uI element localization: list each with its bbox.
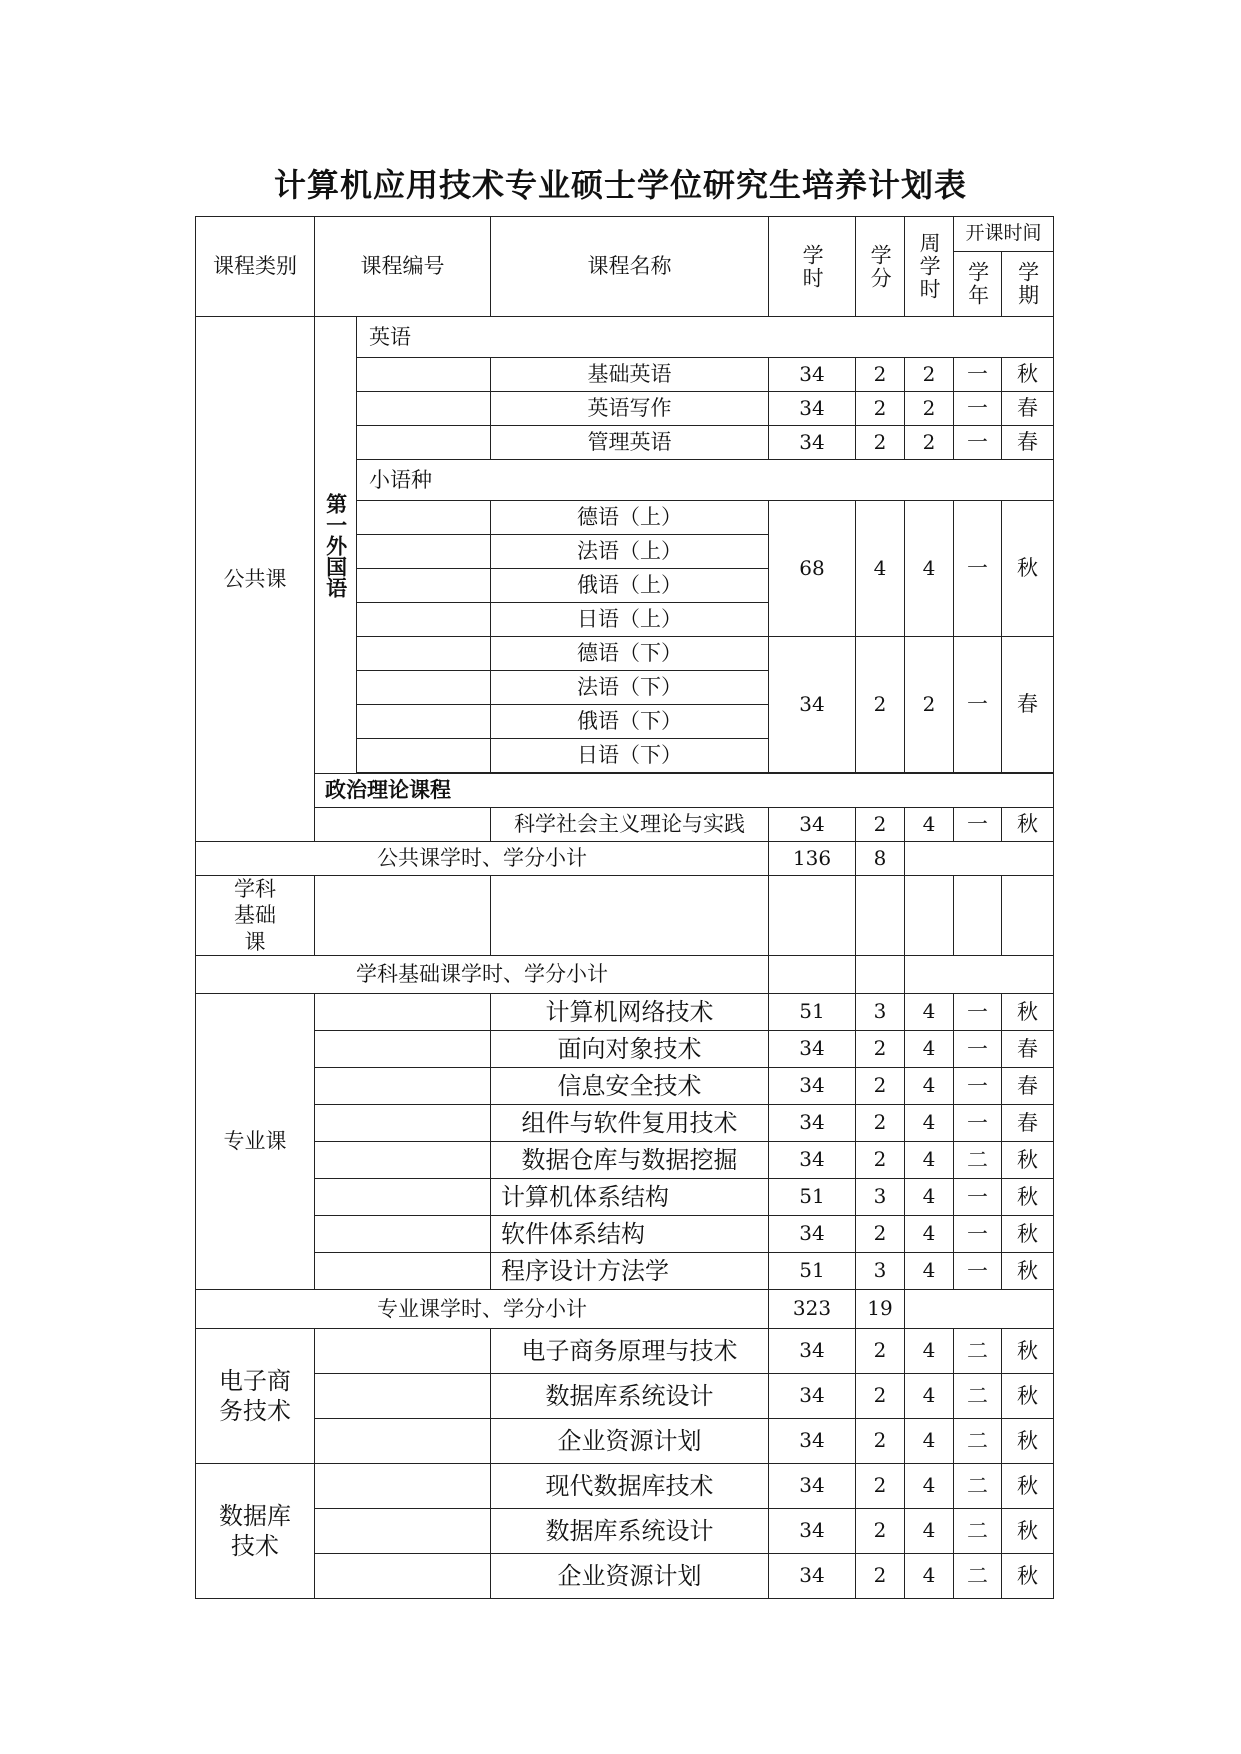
table-row bbox=[196, 1030, 1054, 1067]
course-credits: 2 bbox=[856, 1030, 905, 1067]
course-credits: 2 bbox=[856, 808, 905, 842]
course-credits: 2 bbox=[856, 1373, 905, 1418]
table-row bbox=[196, 317, 1054, 358]
course-hours: 34 bbox=[769, 1328, 856, 1373]
course-term: 春 bbox=[1002, 1067, 1054, 1104]
table-row bbox=[196, 876, 1054, 956]
course-credits: 2 bbox=[856, 426, 905, 460]
course-year: 一 bbox=[954, 1178, 1002, 1215]
table-row bbox=[196, 1508, 1054, 1553]
course-name: 管理英语 bbox=[491, 426, 769, 460]
course-hours: 34 bbox=[769, 1373, 856, 1418]
course-credits: 3 bbox=[856, 993, 905, 1030]
course-name: 企业资源计划 bbox=[491, 1418, 769, 1463]
course-term: 秋 bbox=[1002, 501, 1054, 637]
course-term: 秋 bbox=[1002, 993, 1054, 1030]
subtotal-row bbox=[196, 842, 1054, 876]
course-weekly: 4 bbox=[905, 1030, 954, 1067]
category-ecommerce bbox=[196, 1328, 315, 1463]
course-name: 法语（下） bbox=[491, 671, 769, 705]
header-weekly: 周学时 bbox=[917, 232, 942, 301]
course-weekly: 4 bbox=[905, 993, 954, 1030]
category-ecommerce-label: 电子商务技术 bbox=[219, 1366, 291, 1425]
header-credits: 学分 bbox=[868, 243, 893, 290]
course-year: 一 bbox=[954, 1067, 1002, 1104]
course-name: 电子商务原理与技术 bbox=[491, 1328, 769, 1373]
course-code bbox=[357, 358, 491, 392]
category-database-label: 数据库技术 bbox=[219, 1501, 291, 1560]
course-name: 数据库系统设计 bbox=[491, 1373, 769, 1418]
table-row bbox=[196, 1141, 1054, 1178]
course-year: 一 bbox=[954, 501, 1002, 637]
course-weekly: 2 bbox=[905, 426, 954, 460]
course-name: 组件与软件复用技术 bbox=[491, 1104, 769, 1141]
course-code bbox=[357, 535, 491, 569]
course-term: 秋 bbox=[1002, 808, 1054, 842]
course-credits: 2 bbox=[856, 1141, 905, 1178]
course-year: 一 bbox=[954, 1104, 1002, 1141]
course-term: 秋 bbox=[1002, 1373, 1054, 1418]
course-name: 法语（上） bbox=[491, 535, 769, 569]
major-subtotal-credits: 19 bbox=[856, 1289, 905, 1328]
course-term: 秋 bbox=[1002, 1252, 1054, 1289]
course-name: 英语写作 bbox=[491, 392, 769, 426]
course-term: 春 bbox=[1002, 392, 1054, 426]
header-schedule: 开课时间 bbox=[954, 217, 1054, 252]
table-row bbox=[196, 1463, 1054, 1508]
header-name: 课程名称 bbox=[491, 217, 769, 317]
table-row bbox=[196, 1215, 1054, 1252]
header-term-cell bbox=[1002, 252, 1054, 317]
course-year: 二 bbox=[954, 1141, 1002, 1178]
course-code bbox=[315, 1067, 491, 1104]
course-credits: 2 bbox=[856, 637, 905, 773]
course-term: 秋 bbox=[1002, 1328, 1054, 1373]
course-code bbox=[315, 1030, 491, 1067]
course-term: 秋 bbox=[1002, 1141, 1054, 1178]
course-name: 日语（下） bbox=[491, 739, 769, 773]
course-code bbox=[315, 1508, 491, 1553]
course-hours: 34 bbox=[769, 637, 856, 773]
course-weekly: 4 bbox=[905, 1328, 954, 1373]
table-row bbox=[196, 808, 1054, 842]
course-code bbox=[357, 637, 491, 671]
course-credits: 2 bbox=[856, 1067, 905, 1104]
course-code bbox=[315, 1104, 491, 1141]
header-credits-cell bbox=[856, 217, 905, 317]
category-database bbox=[196, 1463, 315, 1598]
course-weekly: 4 bbox=[905, 808, 954, 842]
course-name: 数据库系统设计 bbox=[491, 1508, 769, 1553]
course-name: 程序设计方法学 bbox=[491, 1252, 769, 1289]
table-row bbox=[196, 1178, 1054, 1215]
header-code: 课程编号 bbox=[315, 217, 491, 317]
course-code bbox=[315, 1215, 491, 1252]
course-code bbox=[357, 603, 491, 637]
course-term: 秋 bbox=[1002, 1508, 1054, 1553]
course-weekly: 2 bbox=[905, 392, 954, 426]
header-row bbox=[196, 217, 1054, 252]
course-name: 面向对象技术 bbox=[491, 1030, 769, 1067]
course-name: 俄语（下） bbox=[491, 705, 769, 739]
first-language-cell bbox=[315, 317, 357, 774]
course-weekly: 4 bbox=[905, 1553, 954, 1598]
course-hours: 34 bbox=[769, 1553, 856, 1598]
table-row bbox=[196, 1553, 1054, 1598]
course-code bbox=[357, 705, 491, 739]
course-code bbox=[315, 1373, 491, 1418]
course-hours: 68 bbox=[769, 501, 856, 637]
course-code bbox=[315, 1418, 491, 1463]
course-term: 秋 bbox=[1002, 1178, 1054, 1215]
course-weekly: 4 bbox=[905, 1508, 954, 1553]
course-name: 软件体系结构 bbox=[491, 1215, 769, 1252]
course-name: 德语（下） bbox=[491, 637, 769, 671]
course-code bbox=[315, 808, 491, 842]
category-major: 专业课 bbox=[196, 993, 315, 1289]
course-name: 数据仓库与数据挖掘 bbox=[491, 1141, 769, 1178]
course-hours: 51 bbox=[769, 1252, 856, 1289]
course-term: 春 bbox=[1002, 637, 1054, 773]
minor-language-label: 小语种 bbox=[357, 460, 1054, 501]
course-code bbox=[315, 1252, 491, 1289]
english-label: 英语 bbox=[357, 317, 1054, 358]
course-year: 一 bbox=[954, 392, 1002, 426]
header-weekly-cell bbox=[905, 217, 954, 317]
course-weekly: 4 bbox=[905, 1141, 954, 1178]
course-year: 二 bbox=[954, 1373, 1002, 1418]
course-name: 现代数据库技术 bbox=[491, 1463, 769, 1508]
table-row bbox=[196, 1328, 1054, 1373]
category-basic-label: 学科基础课 bbox=[234, 877, 276, 954]
table-row bbox=[196, 1067, 1054, 1104]
course-name: 企业资源计划 bbox=[491, 1553, 769, 1598]
course-code bbox=[357, 392, 491, 426]
course-name: 基础英语 bbox=[491, 358, 769, 392]
course-weekly: 4 bbox=[905, 1463, 954, 1508]
course-term: 秋 bbox=[1002, 1215, 1054, 1252]
course-credits: 2 bbox=[856, 392, 905, 426]
course-year: 二 bbox=[954, 1508, 1002, 1553]
course-term: 秋 bbox=[1002, 1418, 1054, 1463]
course-hours: 34 bbox=[769, 358, 856, 392]
course-year: 一 bbox=[954, 1030, 1002, 1067]
course-weekly: 4 bbox=[905, 1373, 954, 1418]
course-hours: 34 bbox=[769, 1030, 856, 1067]
course-code bbox=[315, 1178, 491, 1215]
header-year-cell bbox=[954, 252, 1002, 317]
course-credits: 2 bbox=[856, 1508, 905, 1553]
training-plan-table bbox=[195, 216, 1054, 1599]
header-term: 学期 bbox=[1015, 261, 1040, 307]
course-weekly: 4 bbox=[905, 1104, 954, 1141]
course-hours: 34 bbox=[769, 426, 856, 460]
course-hours: 34 bbox=[769, 1463, 856, 1508]
public-subtotal-credits: 8 bbox=[856, 842, 905, 876]
subtotal-row bbox=[196, 955, 1054, 993]
course-weekly: 2 bbox=[905, 637, 954, 773]
course-code bbox=[315, 1463, 491, 1508]
category-public: 公共课 bbox=[196, 317, 315, 842]
course-code bbox=[315, 1553, 491, 1598]
course-name: 计算机网络技术 bbox=[491, 993, 769, 1030]
table-row bbox=[196, 1418, 1054, 1463]
course-hours: 34 bbox=[769, 1104, 856, 1141]
course-term: 秋 bbox=[1002, 1463, 1054, 1508]
course-name: 俄语（上） bbox=[491, 569, 769, 603]
header-hours: 学时 bbox=[800, 243, 825, 290]
course-term: 春 bbox=[1002, 426, 1054, 460]
course-credits: 2 bbox=[856, 358, 905, 392]
course-code bbox=[357, 501, 491, 535]
course-weekly: 4 bbox=[905, 1067, 954, 1104]
course-year: 一 bbox=[954, 637, 1002, 773]
course-weekly: 4 bbox=[905, 501, 954, 637]
course-hours: 34 bbox=[769, 1508, 856, 1553]
course-code bbox=[357, 426, 491, 460]
course-credits: 3 bbox=[856, 1252, 905, 1289]
course-name: 计算机体系结构 bbox=[491, 1178, 769, 1215]
category-basic bbox=[196, 876, 315, 956]
course-credits: 3 bbox=[856, 1178, 905, 1215]
politics-label: 政治理论课程 bbox=[315, 774, 1054, 808]
course-year: 二 bbox=[954, 1463, 1002, 1508]
course-year: 一 bbox=[954, 358, 1002, 392]
subtotal-row bbox=[196, 1289, 1054, 1328]
course-hours: 51 bbox=[769, 1178, 856, 1215]
table-row bbox=[196, 774, 1054, 808]
header-category: 课程类别 bbox=[196, 217, 315, 317]
course-name: 科学社会主义理论与实践 bbox=[491, 808, 769, 842]
course-code bbox=[315, 993, 491, 1030]
public-subtotal-hours: 136 bbox=[769, 842, 856, 876]
table-row bbox=[196, 1104, 1054, 1141]
header-hours-cell bbox=[769, 217, 856, 317]
course-credits: 2 bbox=[856, 1418, 905, 1463]
course-hours: 34 bbox=[769, 1141, 856, 1178]
table-row bbox=[196, 1373, 1054, 1418]
course-term: 秋 bbox=[1002, 1553, 1054, 1598]
course-code bbox=[357, 739, 491, 773]
course-name: 日语（上） bbox=[491, 603, 769, 637]
course-weekly: 4 bbox=[905, 1418, 954, 1463]
course-year: 二 bbox=[954, 1418, 1002, 1463]
course-code bbox=[315, 1328, 491, 1373]
course-hours: 34 bbox=[769, 392, 856, 426]
course-code bbox=[357, 569, 491, 603]
course-hours: 34 bbox=[769, 1418, 856, 1463]
course-year: 一 bbox=[954, 1215, 1002, 1252]
course-term: 春 bbox=[1002, 1104, 1054, 1141]
course-name: 信息安全技术 bbox=[491, 1067, 769, 1104]
public-subtotal-label: 公共课学时、学分小计 bbox=[196, 842, 769, 876]
course-code bbox=[315, 1141, 491, 1178]
course-name bbox=[491, 876, 769, 956]
course-hours: 34 bbox=[769, 808, 856, 842]
course-credits: 2 bbox=[856, 1328, 905, 1373]
course-year: 二 bbox=[954, 1328, 1002, 1373]
course-weekly: 2 bbox=[905, 358, 954, 392]
course-term: 秋 bbox=[1002, 358, 1054, 392]
course-code bbox=[315, 876, 491, 956]
course-credits: 2 bbox=[856, 1104, 905, 1141]
header-year: 学年 bbox=[965, 261, 990, 307]
page-title: 计算机应用技术专业硕士学位研究生培养计划表 bbox=[273, 166, 967, 204]
course-name: 德语（上） bbox=[491, 501, 769, 535]
course-hours: 34 bbox=[769, 1067, 856, 1104]
course-hours: 34 bbox=[769, 1215, 856, 1252]
basic-subtotal-label: 学科基础课学时、学分小计 bbox=[196, 955, 769, 993]
course-credits: 4 bbox=[856, 501, 905, 637]
table-row bbox=[196, 993, 1054, 1030]
course-year: 一 bbox=[954, 993, 1002, 1030]
course-credits: 2 bbox=[856, 1215, 905, 1252]
course-weekly: 4 bbox=[905, 1252, 954, 1289]
major-subtotal-hours: 323 bbox=[769, 1289, 856, 1328]
course-year: 一 bbox=[954, 426, 1002, 460]
course-term: 春 bbox=[1002, 1030, 1054, 1067]
first-language-label: 第一外国语 bbox=[323, 492, 348, 598]
course-weekly: 4 bbox=[905, 1178, 954, 1215]
course-year: 一 bbox=[954, 808, 1002, 842]
course-code bbox=[357, 671, 491, 705]
course-hours: 51 bbox=[769, 993, 856, 1030]
course-credits: 2 bbox=[856, 1463, 905, 1508]
table-row bbox=[196, 1252, 1054, 1289]
course-year: 一 bbox=[954, 1252, 1002, 1289]
major-subtotal-label: 专业课学时、学分小计 bbox=[196, 1289, 769, 1328]
course-weekly: 4 bbox=[905, 1215, 954, 1252]
course-credits: 2 bbox=[856, 1553, 905, 1598]
course-year: 二 bbox=[954, 1553, 1002, 1598]
